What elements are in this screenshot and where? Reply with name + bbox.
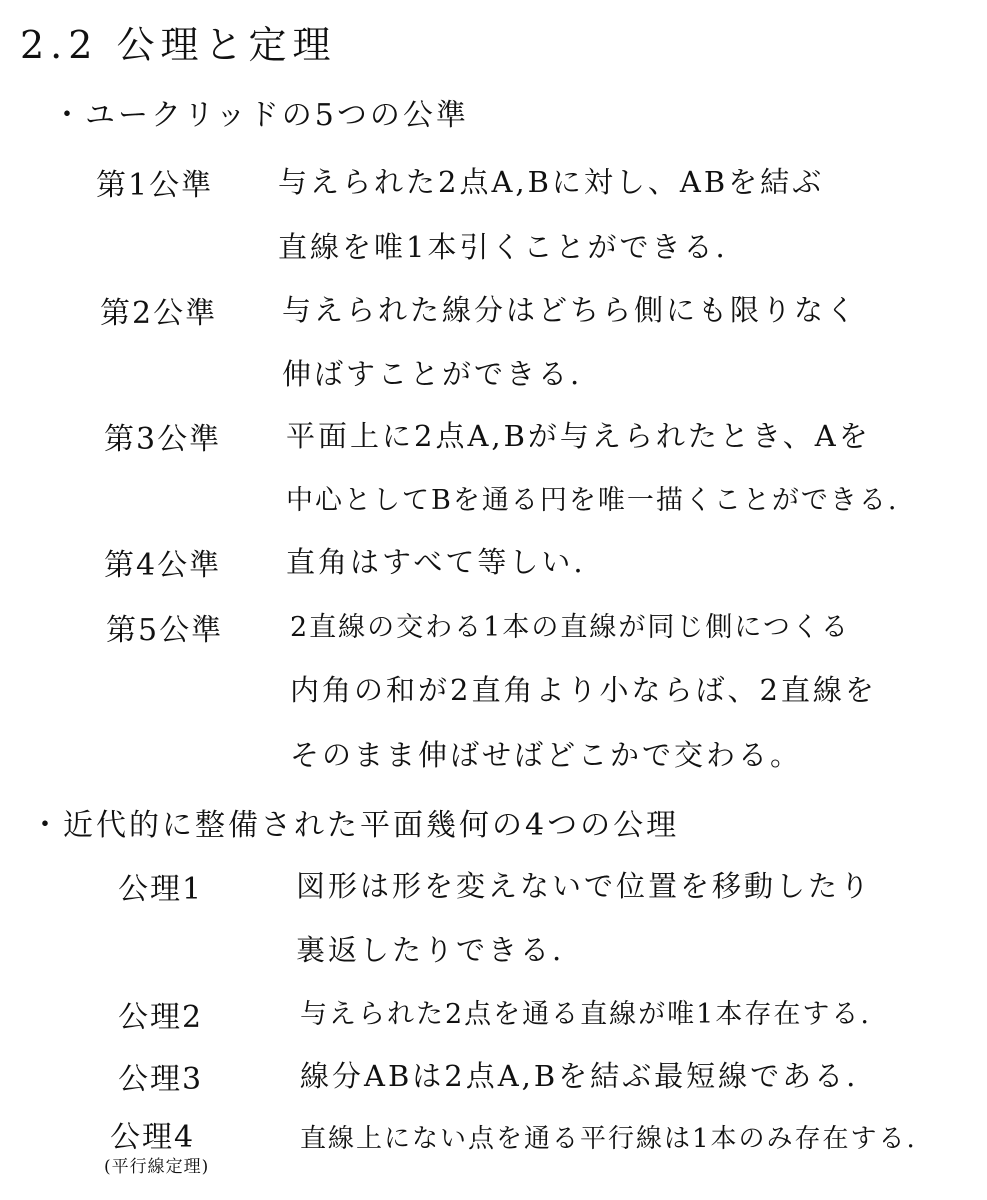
axiom-2-label: 公理2 bbox=[118, 1000, 204, 1035]
axiom-1-label: 公理1 bbox=[118, 872, 204, 907]
axiom-2-line-1: 与えられた2点を通る直線が唯1本存在する. bbox=[300, 999, 871, 1030]
axiom-4-sublabel: (平行線定理) bbox=[104, 1157, 210, 1177]
postulate-1-line-1: 与えられた2点A,Bに対し、ABを結ぶ bbox=[278, 165, 825, 199]
axiom-4-label: 公理4 bbox=[110, 1120, 196, 1155]
postulate-1-label: 第1公準 bbox=[96, 168, 214, 203]
postulate-3-label: 第3公準 bbox=[104, 422, 222, 457]
axiom-1-line-2: 裏返したりできる. bbox=[296, 933, 565, 967]
postulate-5-line-3: そのまま伸ばせばどこかで交わる。 bbox=[290, 738, 803, 772]
postulate-5-line-2: 内角の和が2直角より小ならば、2直線を bbox=[290, 673, 877, 707]
axiom-4-line-1: 直線上にない点を通る平行線は1本のみ存在する. bbox=[300, 1124, 917, 1154]
page-title: 2.2 公理と定理 bbox=[20, 23, 337, 67]
postulate-2-line-1: 与えられた線分はどちら側にも限りなく bbox=[282, 293, 859, 327]
postulate-3-line-1: 平面上に2点A,Bが与えられたとき、Aを bbox=[286, 419, 871, 453]
section-heading-modern-axioms: ・近代的に整備された平面幾何の4つの公理 bbox=[30, 808, 680, 843]
axiom-1-line-1: 図形は形を変えないで位置を移動したり bbox=[296, 869, 873, 903]
postulate-1-line-2: 直線を唯1本引くことができる. bbox=[278, 230, 728, 264]
postulate-4-line-1: 直角はすべて等しい. bbox=[286, 545, 586, 579]
postulate-3-line-2: 中心としてBを通る円を唯一描くことができる. bbox=[286, 485, 899, 516]
postulate-5-label: 第5公準 bbox=[106, 613, 224, 648]
axiom-3-label: 公理3 bbox=[118, 1062, 204, 1097]
postulate-2-label: 第2公準 bbox=[100, 296, 218, 331]
axiom-3-line-1: 線分ABは2点A,Bを結ぶ最短線である. bbox=[300, 1059, 859, 1093]
postulate-5-line-1: 2直線の交わる1本の直線が同じ側につくる bbox=[290, 612, 850, 643]
section-heading-euclid: ・ユークリッドの5つの公準 bbox=[52, 98, 469, 133]
postulate-4-label: 第4公準 bbox=[104, 548, 222, 583]
postulate-2-line-2: 伸ばすことができる. bbox=[282, 357, 583, 391]
